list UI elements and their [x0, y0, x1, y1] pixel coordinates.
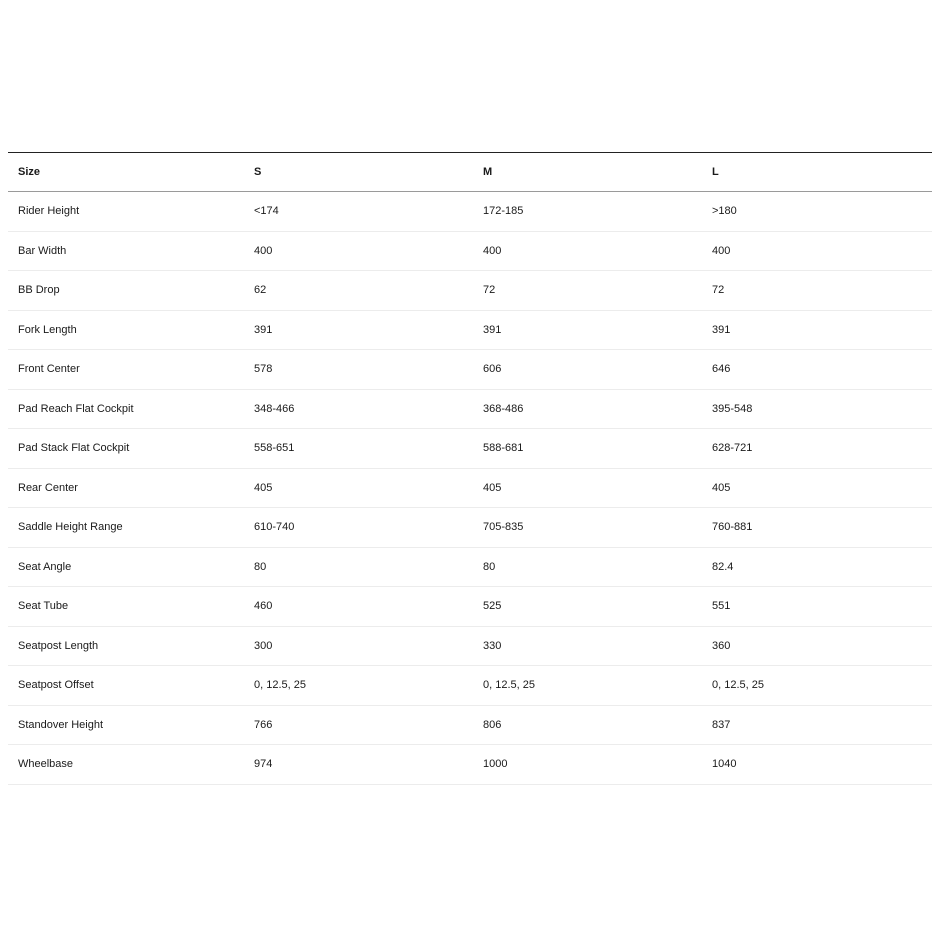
table-row: [8, 389, 932, 429]
table-row: [8, 350, 932, 390]
value-s: 578: [254, 363, 273, 376]
value-s: 300: [254, 639, 273, 652]
table-row: [8, 231, 932, 271]
table-row: [8, 705, 932, 745]
value-l: 395-548: [712, 402, 753, 415]
table-row: [8, 666, 932, 706]
value-m: 330: [483, 639, 502, 652]
table-row: [8, 429, 932, 469]
value-s: 348-466: [254, 402, 295, 415]
value-m: 405: [483, 481, 502, 494]
row-label: Pad Stack Flat Cockpit: [18, 442, 130, 455]
value-s: 405: [254, 481, 273, 494]
table-row: [8, 271, 932, 311]
geometry-table: [8, 152, 932, 785]
value-l: 82.4: [712, 560, 734, 573]
value-l: 391: [712, 323, 731, 336]
table-body: [8, 192, 932, 785]
row-label: Seatpost Offset: [18, 679, 94, 692]
row-label: Standover Height: [18, 718, 103, 731]
header-m: M: [483, 166, 493, 178]
value-l: 551: [712, 600, 731, 613]
row-label: Seat Angle: [18, 560, 72, 573]
table-row: [8, 626, 932, 666]
value-m: 0, 12.5, 25: [483, 679, 535, 692]
value-l: 646: [712, 363, 731, 376]
row-label: Seat Tube: [18, 600, 69, 613]
row-label: Bar Width: [18, 244, 67, 257]
value-l: 0, 12.5, 25: [712, 679, 764, 692]
row-label: Rider Height: [18, 205, 80, 218]
value-m: 368-486: [483, 402, 524, 415]
value-l: 400: [712, 244, 731, 257]
value-m: 80: [483, 560, 496, 573]
value-m: 72: [483, 284, 496, 297]
value-m: 806: [483, 718, 502, 731]
value-m: 588-681: [483, 442, 524, 455]
row-label: BB Drop: [18, 284, 60, 297]
value-s: 80: [254, 560, 267, 573]
table-row: [8, 508, 932, 548]
value-l: 837: [712, 718, 731, 731]
table-header: [8, 153, 932, 192]
header-s: S: [254, 166, 262, 178]
table-row: [8, 587, 932, 627]
table-row: [8, 468, 932, 508]
table-row: [8, 192, 932, 232]
row-label: Fork Length: [18, 323, 77, 336]
value-s: 0, 12.5, 25: [254, 679, 306, 692]
value-s: 974: [254, 758, 273, 771]
row-label: Saddle Height Range: [18, 521, 123, 534]
value-s: 610-740: [254, 521, 295, 534]
value-l: 405: [712, 481, 731, 494]
value-m: 606: [483, 363, 502, 376]
value-s: 391: [254, 323, 273, 336]
header-row: [8, 153, 932, 192]
table-row: [8, 745, 932, 785]
table-row: [8, 310, 932, 350]
value-s: 400: [254, 244, 273, 257]
value-m: 525: [483, 600, 502, 613]
value-m: 391: [483, 323, 502, 336]
value-s: <174: [254, 205, 279, 218]
row-label: Rear Center: [18, 481, 78, 494]
table-row: [8, 547, 932, 587]
header-l: L: [712, 166, 719, 178]
value-l: >180: [712, 205, 737, 218]
value-m: 705-835: [483, 521, 524, 534]
value-l: 628-721: [712, 442, 753, 455]
value-s: 558-651: [254, 442, 295, 455]
value-l: 72: [712, 284, 725, 297]
value-m: 400: [483, 244, 502, 257]
value-s: 62: [254, 284, 267, 297]
row-label: Front Center: [18, 363, 80, 376]
value-s: 766: [254, 718, 273, 731]
row-label: Pad Reach Flat Cockpit: [18, 402, 134, 415]
row-label: Seatpost Length: [18, 639, 99, 652]
value-m: 172-185: [483, 205, 524, 218]
value-m: 1000: [483, 758, 508, 771]
row-label: Wheelbase: [18, 758, 74, 771]
value-l: 1040: [712, 758, 737, 771]
value-l: 760-881: [712, 521, 753, 534]
header-size: Size: [18, 166, 41, 178]
value-l: 360: [712, 639, 731, 652]
value-s: 460: [254, 600, 273, 613]
